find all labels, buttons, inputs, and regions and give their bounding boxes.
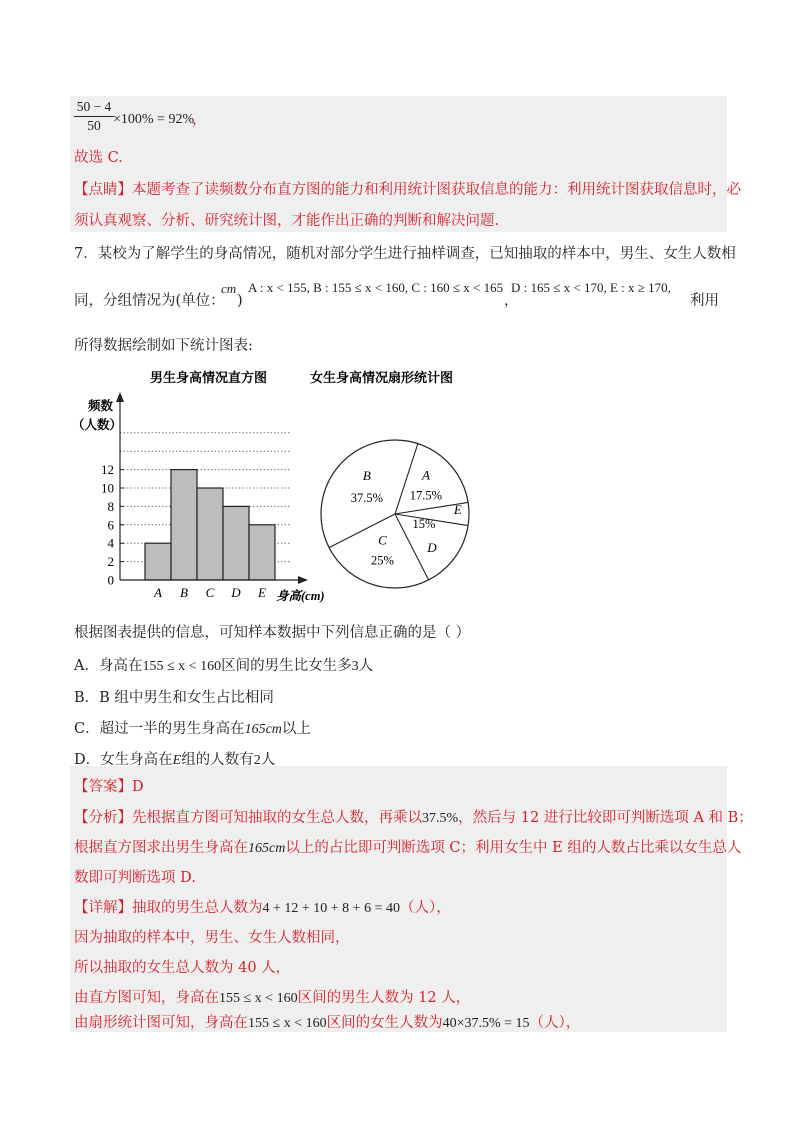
detail-line-3: 所以抽取的女生总人数为 40 人， (74, 960, 291, 976)
analysis-l2-math: 165cm (248, 841, 286, 856)
pie-title: 女生身高情况扇形统计图 (310, 370, 454, 385)
note-line-2: 须认真观察、分析、研究统计图，才能作出正确的判断和解决问题. (74, 213, 500, 229)
option-a-math: 155 ≤ x < 160 (142, 659, 222, 674)
options-prompt: 根据图表提供的信息，可知样本数据中下列信息正确的是（ ） (74, 625, 471, 641)
d5-post: （人）， (529, 1015, 581, 1031)
slice-value-A: 17.5% (409, 488, 443, 503)
bar-D (223, 506, 249, 580)
option-c (74, 719, 311, 740)
note-line-1: 【点睛】本题考查了读频数分布直方图的能力和利用统计图获取信息的能力：利用统计图获取信息时，必 (74, 182, 741, 198)
detail-line-5 (74, 1013, 580, 1034)
x-tick-A: A (154, 585, 162, 600)
option-d-mid: 组的人数有 (181, 752, 254, 768)
unit-paren: ) (237, 293, 243, 309)
option-c-pre: C．超过一半的男生身高在 (74, 721, 245, 737)
answer-line: 【答案】D (74, 779, 144, 795)
slice-label-C: C (378, 532, 387, 548)
d4-pre: 由直方图可知，身高在 (74, 990, 219, 1006)
d4-math: 155 ≤ x < 160 (219, 991, 298, 1006)
x-tick-E: E (258, 585, 266, 600)
d4-post: 区间的男生人数为 12 人， (297, 990, 471, 1006)
slice-value-B: 37.5% (350, 490, 384, 505)
hist-title: 男生身高情况直方图 (150, 370, 268, 385)
option-d-math: E (172, 753, 182, 768)
y-label-1: 频数 (88, 399, 114, 413)
slice-label-B: B (362, 467, 371, 483)
y-tick-2: 2 (107, 554, 114, 570)
option-a-end: 人 (358, 658, 374, 674)
option-b: B．B 组中男生和女生占比相同 (74, 690, 274, 706)
detail-post: （人）， (399, 900, 451, 916)
fraction-comma: ， (192, 112, 207, 128)
fraction-numerator: 50 − 4 (76, 99, 112, 114)
figure (70, 362, 490, 612)
y-tick-6: 6 (107, 517, 114, 533)
groups-2: D : 165 ≤ x < 170, E : x ≥ 170, (511, 280, 671, 295)
fraction (74, 99, 114, 134)
d5-pre: 由扇形统计图可知，身高在 (74, 1015, 248, 1031)
slice-label-A: A (421, 467, 430, 483)
groups-sep: ， (504, 293, 519, 309)
analysis-l2-post: 以上的占比即可判断选项 C；利用女生中 E 组的人数占比乘以女生总人 (285, 840, 742, 856)
x-tick-D: D (231, 585, 241, 600)
y-axis-arrow (116, 392, 124, 402)
option-a (74, 656, 373, 677)
bar-C (197, 488, 223, 580)
choose-line: 故选 C. (74, 150, 123, 166)
analysis-line-3: 数即可判断选项 D. (74, 870, 196, 886)
option-d-num: 2 (253, 753, 261, 768)
bar-E (249, 525, 275, 580)
analysis-l2-pre: 根据直方图求出男生身高在 (74, 840, 248, 856)
option-c-post: 以上 (281, 721, 311, 737)
slice-label-D: D (427, 539, 437, 555)
option-d (74, 750, 275, 771)
detail-pre: 【详解】抽取的男生总人数为 (74, 900, 263, 916)
y-tick-4: 4 (107, 535, 114, 551)
y-tick-0: 0 (107, 572, 114, 588)
analysis-l1-post: ，然后与 12 进行比较即可判断选项 A 和 B； (458, 810, 753, 826)
y-tick-8: 8 (107, 498, 114, 514)
pie-chart (321, 440, 469, 588)
option-d-end: 人 (260, 752, 276, 768)
histogram (101, 392, 308, 600)
slice-value-D: 15% (412, 516, 436, 531)
analysis-l1-pre: 【分析】先根据直方图可知抽取的女生总人数，再乘以 (74, 810, 422, 826)
option-a-num: 3 (351, 659, 359, 674)
question-line-3: 所得数据绘制如下统计图表: (74, 338, 253, 354)
y-tick-12: 12 (101, 462, 114, 478)
fraction-denominator: 50 (87, 118, 101, 133)
d5-math2: 40×37.5% = 15 (442, 1016, 530, 1031)
bar-A (145, 543, 171, 580)
y-tick-10: 10 (101, 480, 114, 496)
detail-math: 4 + 12 + 10 + 8 + 6 = 40 (262, 901, 400, 916)
x-label: 身高(cm) (276, 589, 325, 603)
option-d-pre: D．女生身高在 (74, 752, 173, 768)
detail-line-1 (74, 898, 451, 919)
d5-math: 155 ≤ x < 160 (248, 1016, 327, 1031)
fraction-tail: ×100% = 92% (113, 112, 195, 127)
unit-cm: cm (221, 281, 237, 296)
x-tick-B: B (180, 585, 188, 600)
slice-value-C: 25% (370, 553, 394, 568)
x-tick-C: C (205, 585, 215, 600)
detail-line-4 (74, 988, 470, 1009)
option-a-pre: A．身高在 (74, 658, 143, 674)
y-label-2: （人数） (72, 418, 123, 432)
question-line-2b: 利用 (690, 293, 719, 309)
bar-B (171, 470, 197, 580)
analysis-line-1 (74, 808, 753, 829)
detail-line-2: 因为抽取的样本中，男生、女生人数相同， (74, 930, 350, 946)
option-c-math: 165cm (244, 722, 282, 737)
option-a-post: 区间的男生比女生多 (221, 658, 352, 674)
analysis-line-2 (74, 838, 741, 859)
question-line-2a: 同，分组情况为(单位： (74, 293, 225, 309)
d5-mid: 区间的女生人数为 (326, 1015, 443, 1031)
question-line-1: 7．某校为了解学生的身高情况，随机对部分学生进行抽样调查，已知抽取的样本中，男生、女生人数相 (74, 246, 736, 262)
x-axis-arrow (298, 576, 308, 584)
groups-1: A : x < 155, B : 155 ≤ x < 160, C : 160 ≤ x < 165 (248, 280, 504, 295)
slice-label-E: E (453, 502, 462, 517)
analysis-l1-math: 37.5% (422, 811, 459, 826)
